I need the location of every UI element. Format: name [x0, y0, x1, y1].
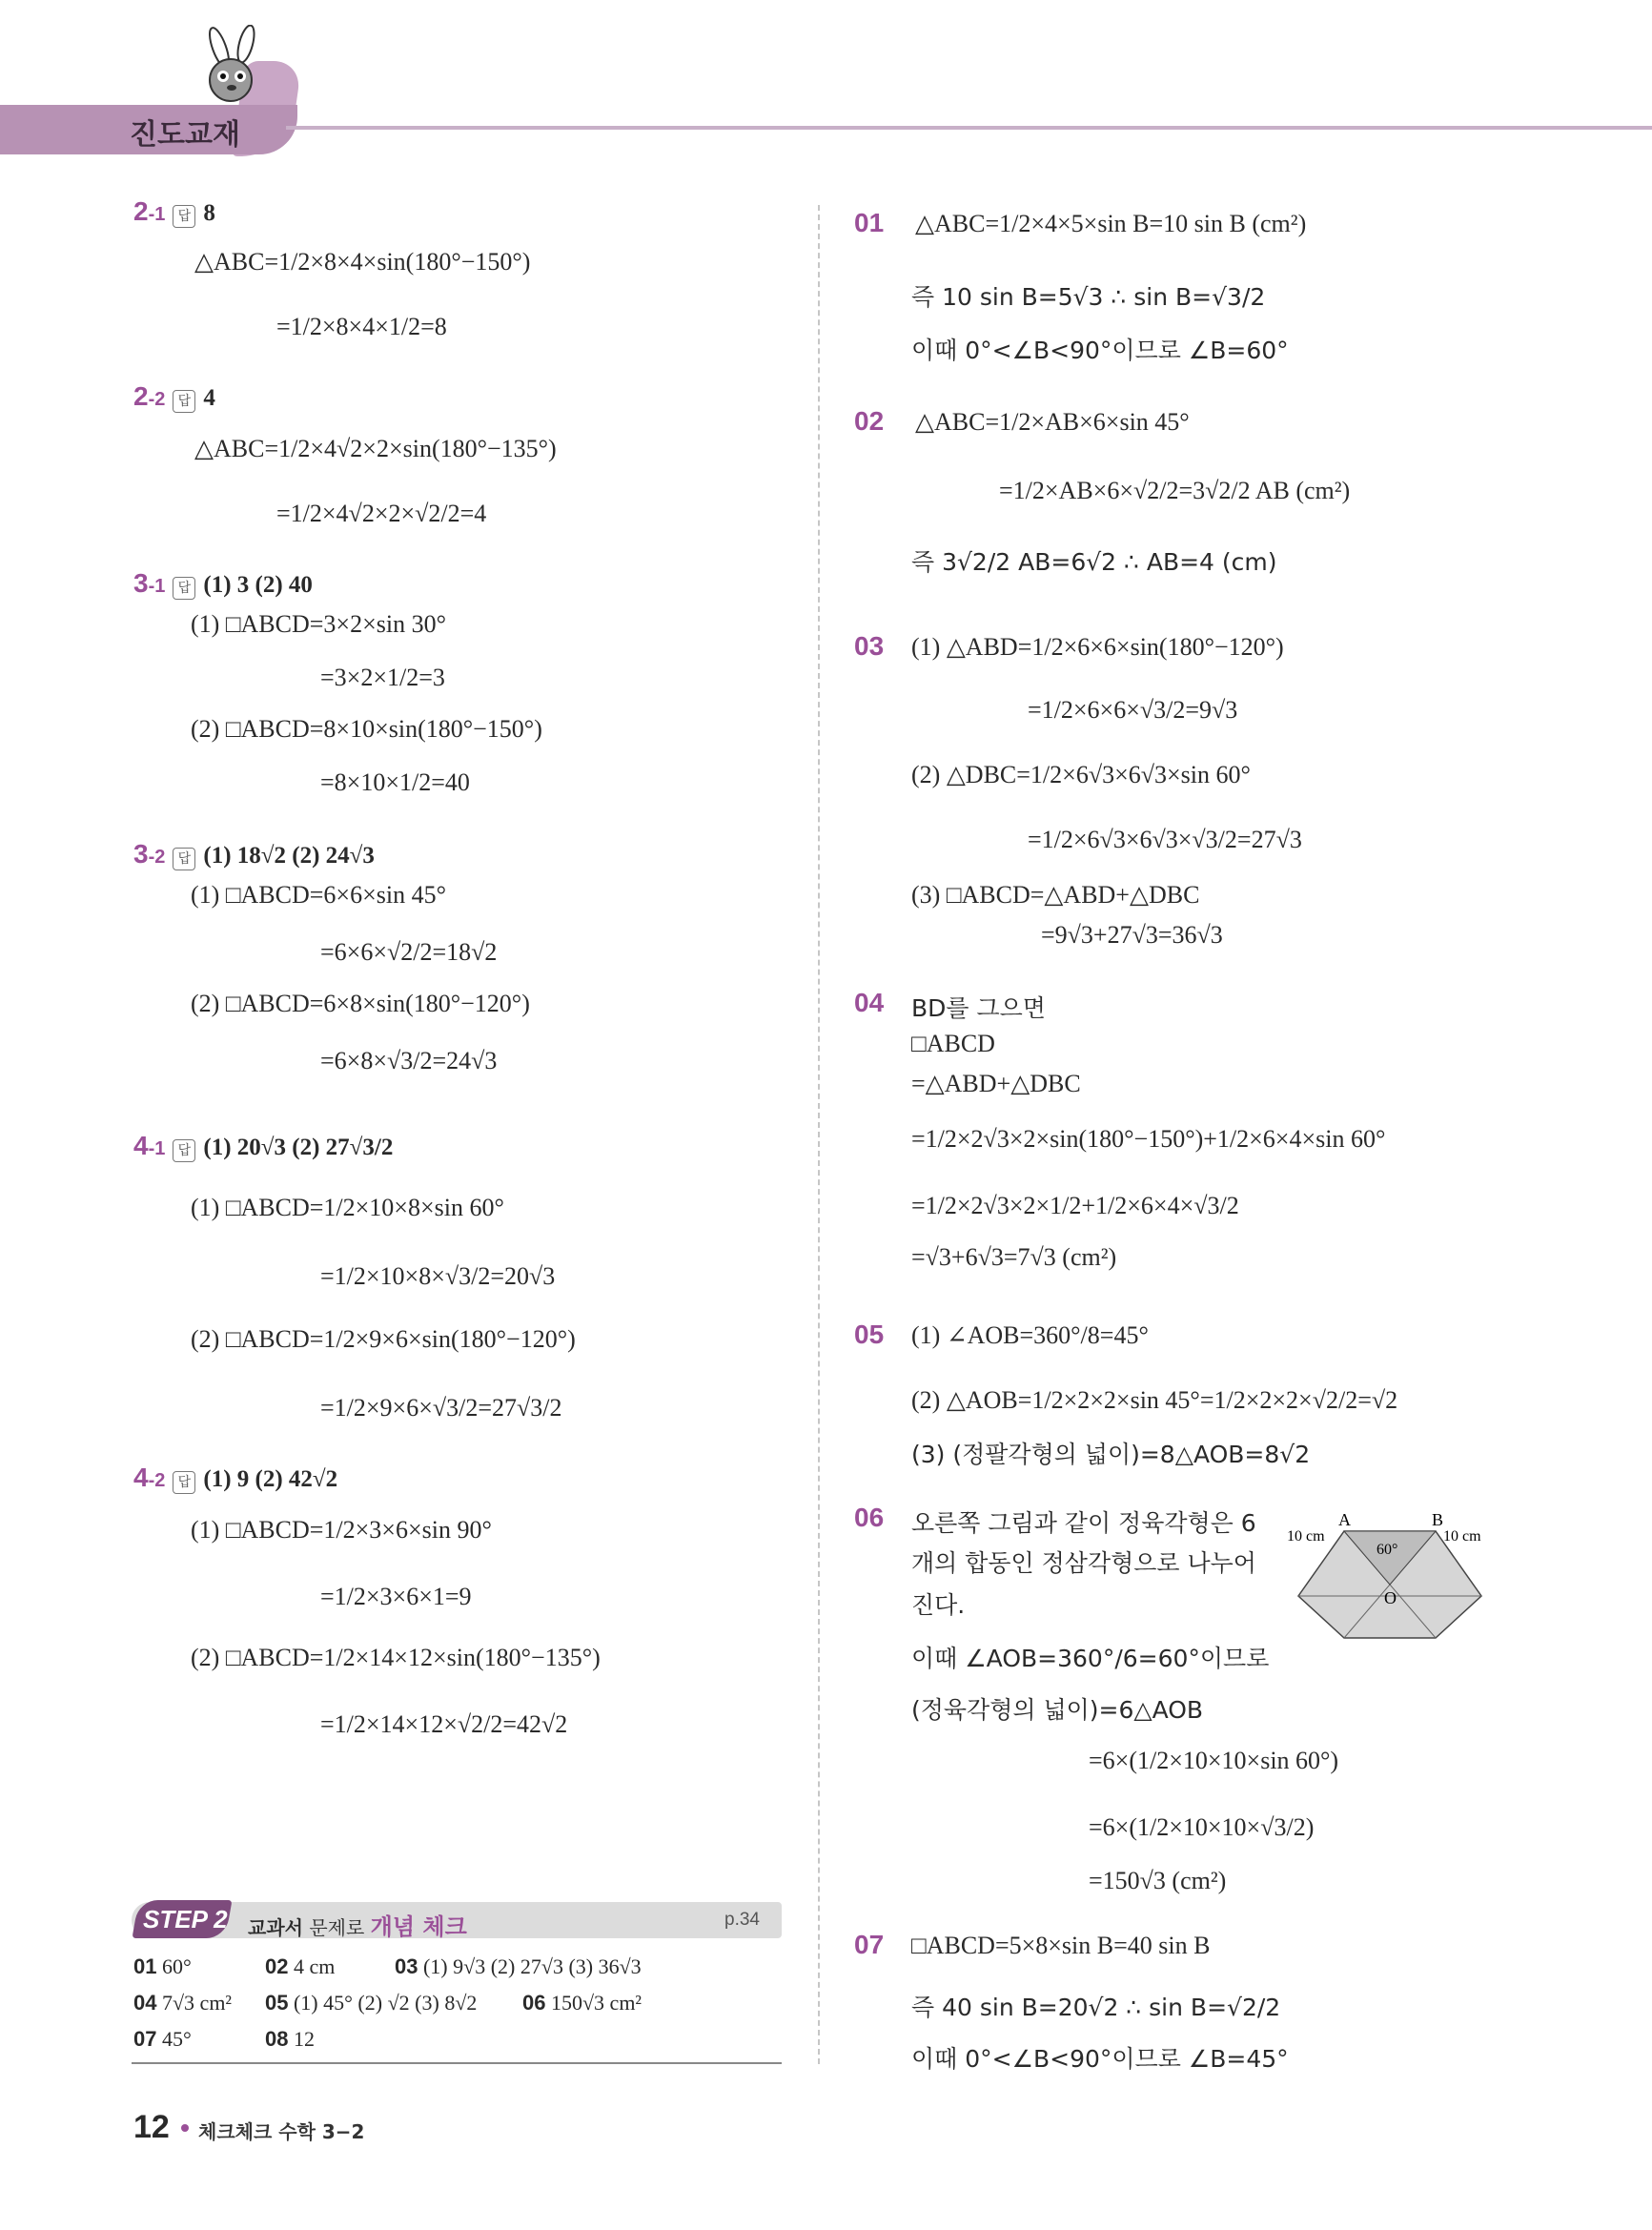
solution-line: =√3+6√3=7√3 (cm²) [911, 1243, 1117, 1271]
step2-answer: 01 60° [133, 1954, 192, 1978]
header-rule [286, 126, 1652, 130]
solution-line: 이때 ∠AOB=360°/6=60°이므로 [911, 1645, 1270, 1672]
solution-line: 즉 3√2/2 AB=6√2 ∴ AB=4 (cm) [911, 548, 1277, 576]
step2-page-ref: p.34 [724, 1910, 760, 1930]
problem-06: 06 [854, 1503, 885, 1532]
solution-line: 진다. [911, 1591, 966, 1619]
answer-icon: 답 [173, 848, 195, 870]
side-right-label: 10 cm [1443, 1528, 1481, 1545]
step2-answer: 03 (1) 9√3 (2) 27√3 (3) 36√3 [395, 1954, 642, 1978]
solution-line: △ABC=1/2×8×4×sin(180°−150°) [194, 248, 531, 276]
solution-line: (2) □ABCD=1/2×14×12×sin(180°−135°) [191, 1644, 601, 1671]
book-title: 체크체크 수학 3−2 [198, 2120, 365, 2143]
solution-line: (1) □ABCD=1/2×10×8×sin 60° [191, 1194, 504, 1221]
solution-line: =1/2×4√2×2×√2/2=4 [276, 500, 487, 527]
problem-2-1: 2-1 답 8 [133, 196, 215, 228]
solution-line: =1/2×3×6×1=9 [320, 1583, 472, 1610]
solution-line: =6×(1/2×10×10×sin 60°) [1089, 1747, 1339, 1774]
solution-line: =6×(1/2×10×10×√3/2) [1089, 1813, 1315, 1841]
solution-line: (1) □ABCD=6×6×sin 45° [191, 881, 446, 909]
step2-title: 교과서 문제로 개념 체크 [248, 1913, 467, 1940]
solution-line: =1/2×2√3×2×sin(180°−150°)+1/2×6×4×sin 60° [911, 1125, 1386, 1153]
answer-icon: 답 [173, 577, 195, 600]
solution-line: △ABC=1/2×AB×6×sin 45° [915, 408, 1190, 436]
label-o: O [1384, 1588, 1397, 1607]
problem-4-1: 4-1 답 (1) 20√3 (2) 27√3/2 [133, 1131, 393, 1162]
footer-bullet [181, 2124, 189, 2132]
answer-icon: 답 [173, 205, 195, 228]
solution-line: =1/2×6×6×√3/2=9√3 [1028, 696, 1238, 724]
solution-line: □ABCD=5×8×sin B=40 sin B [911, 1932, 1211, 1959]
solution-line: =1/2×AB×6×√2/2=3√2/2 AB (cm²) [999, 477, 1351, 504]
answer: (1) 20√3 (2) 27√3/2 [203, 1135, 394, 1160]
step2-answer: 08 12 [265, 2027, 315, 2051]
answer: (1) 18√2 (2) 24√3 [203, 843, 375, 869]
step2-answer: 02 4 cm [265, 1954, 336, 1978]
solution-line: =6×6×√2/2=18√2 [320, 938, 498, 966]
hexagon-figure [1287, 1504, 1506, 1647]
solution-line: =1/2×2√3×2×1/2+1/2×6×4×√3/2 [911, 1192, 1239, 1219]
solution-line: 오른쪽 그림과 같이 정육각형은 6 [911, 1509, 1256, 1537]
solution-line: =6×8×√3/2=24√3 [320, 1047, 498, 1074]
solution-line: (1) ∠AOB=360°/8=45° [911, 1321, 1149, 1349]
label-b: B [1432, 1510, 1444, 1529]
step2-answer: 04 7√3 cm² [133, 1991, 233, 2015]
solution-line: 이때 0°<∠B<90°이므로 ∠B=60° [911, 337, 1289, 364]
solution-line: (1) □ABCD=1/2×3×6×sin 90° [191, 1516, 492, 1544]
answer: (1) 9 (2) 42√2 [203, 1466, 338, 1492]
answer-icon: 답 [173, 390, 195, 413]
problem-03: 03 [854, 631, 885, 661]
solution-line: 즉 10 sin B=5√3 ∴ sin B=√3/2 [911, 283, 1266, 311]
problem-3-2: 3-2 답 (1) 18√2 (2) 24√3 [133, 839, 375, 870]
solution-line: △ABC=1/2×4×5×sin B=10 sin B (cm²) [915, 210, 1307, 237]
solution-line: =150√3 (cm²) [1089, 1867, 1227, 1894]
solution-line: △ABC=1/2×4√2×2×sin(180°−135°) [194, 435, 557, 462]
solution-line: (2) △AOB=1/2×2×2×sin 45°=1/2×2×2×√2/2=√2 [911, 1386, 1398, 1414]
step2-bottom-rule [132, 2062, 782, 2064]
solution-line: 이때 0°<∠B<90°이므로 ∠B=45° [911, 2045, 1289, 2073]
page-number: 12 [133, 2109, 170, 2145]
solution-line: (2) △DBC=1/2×6√3×6√3×sin 60° [911, 761, 1251, 788]
solution-line: =1/2×10×8×√3/2=20√3 [320, 1262, 556, 1290]
answer-icon: 답 [173, 1471, 195, 1494]
step2-badge-label: STEP 2 [143, 1905, 228, 1933]
solution-line: (1) △ABD=1/2×6×6×sin(180°−120°) [911, 633, 1284, 661]
solution-line: =3×2×1/2=3 [320, 664, 445, 691]
problem-04: 04 [854, 988, 885, 1017]
problem-number: 2 [133, 196, 149, 226]
problem-2-2: 2-2 답 4 [133, 381, 215, 413]
solution-line: BD를 그으면 [911, 994, 1046, 1022]
rabbit-mascot-icon [191, 25, 276, 105]
solution-line: 개의 합동인 정삼각형으로 나누어 [911, 1549, 1256, 1577]
label-a: A [1338, 1510, 1351, 1529]
solution-line: =△ABD+△DBC [911, 1070, 1081, 1097]
problem-02: 02 [854, 406, 885, 436]
step2-answer: 07 45° [133, 2027, 192, 2051]
section-label: 진도교재 [130, 119, 240, 151]
side-left-label: 10 cm [1287, 1528, 1325, 1545]
answer: 4 [203, 385, 215, 411]
solution-line: (정육각형의 넓이)=6△AOB [911, 1696, 1204, 1724]
solution-line: =9√3+27√3=36√3 [1041, 921, 1223, 949]
solution-line: (3) □ABCD=△ABD+△DBC [911, 881, 1200, 909]
solution-line: =8×10×1/2=40 [320, 768, 470, 796]
solution-line: (3) (정팔각형의 넓이)=8△AOB=8√2 [911, 1441, 1311, 1468]
solution-line: 즉 40 sin B=20√2 ∴ sin B=√2/2 [911, 1994, 1281, 2021]
solution-line: =1/2×6√3×6√3×√3/2=27√3 [1028, 826, 1302, 853]
problem-01: 01 [854, 208, 885, 237]
answer: 8 [203, 200, 215, 226]
solution-line: (1) □ABCD=3×2×sin 30° [191, 610, 446, 638]
step2-answer: 06 150√3 cm² [522, 1991, 642, 2015]
angle-label: 60° [1377, 1542, 1398, 1558]
step2-answer: 05 (1) 45° (2) √2 (3) 8√2 [265, 1991, 478, 2015]
solution-line: =1/2×9×6×√3/2=27√3/2 [320, 1394, 562, 1422]
problem-05: 05 [854, 1320, 885, 1349]
problem-4-2: 4-2 답 (1) 9 (2) 42√2 [133, 1463, 337, 1494]
problem-07: 07 [854, 1930, 885, 1959]
solution-line: (2) □ABCD=8×10×sin(180°−150°) [191, 715, 542, 743]
problem-3-1: 3-1 답 (1) 3 (2) 40 [133, 568, 313, 600]
solution-line: =1/2×8×4×1/2=8 [276, 313, 447, 340]
solution-line: □ABCD [911, 1030, 995, 1057]
solution-line: =1/2×14×12×√2/2=42√2 [320, 1710, 568, 1738]
answer-icon: 답 [173, 1139, 195, 1162]
solution-line: (2) □ABCD=6×8×sin(180°−120°) [191, 990, 530, 1017]
solution-line: (2) □ABCD=1/2×9×6×sin(180°−120°) [191, 1325, 576, 1353]
column-divider [818, 205, 820, 2064]
answer: (1) 3 (2) 40 [203, 572, 313, 598]
